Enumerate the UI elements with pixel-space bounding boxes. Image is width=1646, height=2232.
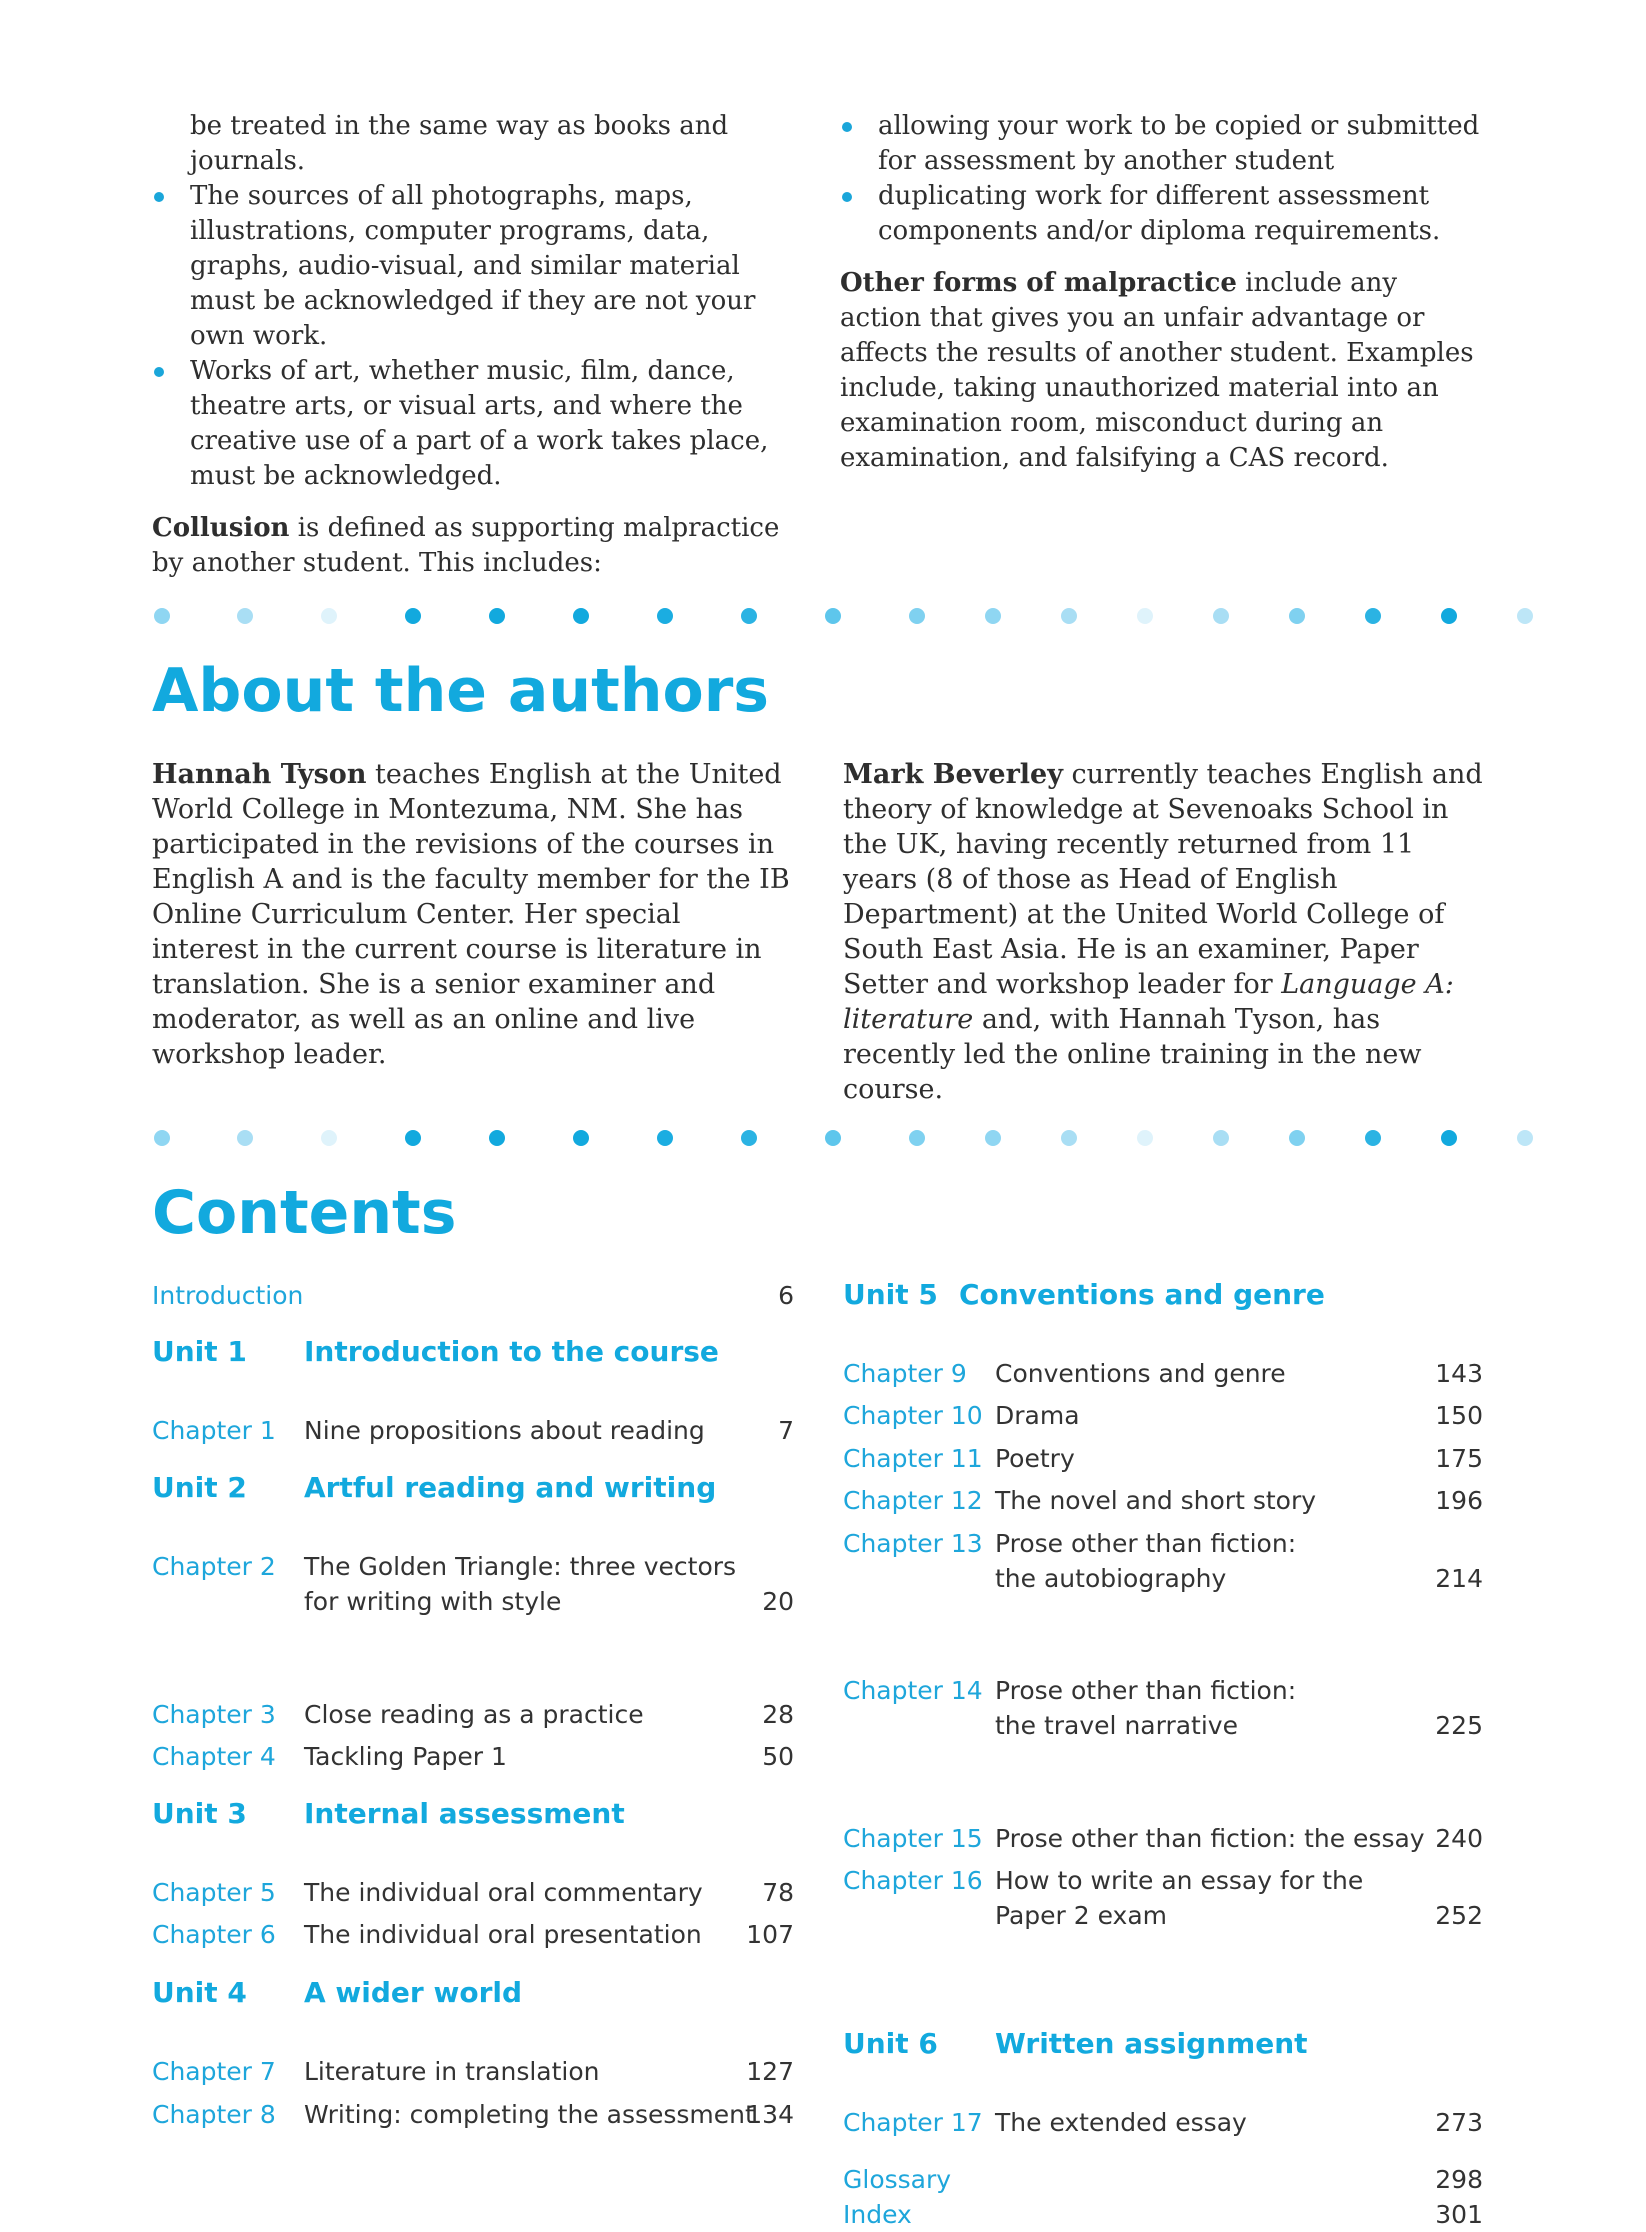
toc-page-number: 252 xyxy=(1435,1901,1483,1930)
collusion-text: is defined as supporting malpractice by another student. This includes: xyxy=(152,513,780,578)
bullet-item: duplicating work for different assessment components and/or diploma requirements. xyxy=(840,179,1485,249)
bullet-item: allowing your work to be copied or submitted for assessment by another student xyxy=(840,109,1485,179)
toc-unit-5[interactable] xyxy=(843,1277,1483,1313)
unit-label: Unit 4 xyxy=(152,1976,247,2009)
toc-unit-4[interactable] xyxy=(152,1975,794,2011)
chapter-title: Drama xyxy=(995,1401,1080,1430)
chapter-title: Poetry xyxy=(995,1444,1075,1473)
chapter-label: Chapter 5 xyxy=(152,1878,276,1907)
author-name: Hannah Tyson xyxy=(152,759,367,790)
divider-dot xyxy=(825,1130,841,1146)
unit-label: Unit 3 xyxy=(152,1797,247,1830)
unit-label: Unit 5 xyxy=(843,1278,938,1311)
other-malpractice-text: include any action that gives you an unfair advantage or affects the results of another student. Examples include, taking unauthorized material into an examination room, misconduct during an examination, and falsifying a CAS record. xyxy=(840,268,1474,473)
contents-left-column xyxy=(152,0,794,2129)
toc-chapter-14[interactable] xyxy=(843,1674,1483,1744)
unit-title: A wider world xyxy=(304,1976,523,2009)
toc-page-number: 6 xyxy=(778,1281,794,1310)
chapter-label: Chapter 15 xyxy=(843,1824,983,1853)
chapter-label: Chapter 12 xyxy=(843,1486,983,1515)
chapter-title: Literature in translation xyxy=(304,2057,600,2086)
unit-label: Unit 1 xyxy=(152,1335,247,1368)
toc-page-number: 175 xyxy=(1435,1444,1483,1473)
toc-unit-1[interactable] xyxy=(152,1334,794,1370)
chapter-label: Chapter 8 xyxy=(152,2100,276,2129)
chapter-title-line1: The Golden Triangle: three vectors xyxy=(304,1552,737,1581)
chapter-title: The individual oral commentary xyxy=(304,1878,703,1907)
chapter-label: Chapter 2 xyxy=(152,1552,276,1581)
author-bio: teaches English at the United World College in Montezuma, NM. She has participated in the revisions of the courses in English A and is the faculty member for the IB Online Curriculum Center. Her special interest in the current course is literature in translation. She is a senior examiner and moderator, as well as an online and live workshop leader. xyxy=(152,759,790,1070)
chapter-label: Chapter 11 xyxy=(843,1444,983,1473)
toc-unit-2[interactable] xyxy=(152,1470,794,1506)
unit-title: Introduction to the course xyxy=(304,1335,719,1368)
toc-label: Glossary xyxy=(843,2165,952,2194)
bullet-continuation: be treated in the same way as books and journals. xyxy=(190,111,729,176)
chapter-label: Chapter 9 xyxy=(843,1359,967,1388)
chapter-title-line1: How to write an essay for the xyxy=(995,1866,1364,1895)
toc-page-number: 78 xyxy=(762,1878,794,1907)
author-bio: currently teaches English and theory of knowledge at Sevenoaks School in the UK, having recently returned from 11 years (8 of those as Head of English Department) at the United World College of South East Asia. He is an examiner, Paper Setter and workshop leader for xyxy=(843,759,1483,1000)
toc-page-number: 240 xyxy=(1435,1824,1483,1853)
toc-chapter-16[interactable] xyxy=(843,1864,1483,1934)
unit-title: Internal assessment xyxy=(304,1797,625,1830)
toc-unit-6[interactable] xyxy=(843,2026,1483,2062)
chapter-label: Chapter 4 xyxy=(152,1742,276,1771)
chapter-title: Writing: completing the assessment xyxy=(304,2100,755,2129)
toc-page-number: 143 xyxy=(1435,1359,1483,1388)
collusion-term: Collusion xyxy=(152,513,290,543)
course-title: Language A: literature xyxy=(843,969,1454,1035)
toc-page-number: 150 xyxy=(1435,1401,1483,1430)
other-malpractice-term: Other forms of malpractice xyxy=(840,268,1237,298)
toc-page-number: 50 xyxy=(762,1742,794,1771)
toc-page-number: 273 xyxy=(1435,2108,1483,2137)
unit-title: Written assignment xyxy=(995,2027,1308,2060)
unit-title: Conventions and genre xyxy=(959,1278,1325,1311)
chapter-title: Nine propositions about reading xyxy=(304,1416,705,1445)
chapter-title-line1: Prose other than fiction: xyxy=(995,1676,1297,1705)
contents-right-column xyxy=(843,0,1483,2229)
toc-page-number: 7 xyxy=(778,1416,794,1445)
toc-label: Introduction xyxy=(152,1281,304,1310)
chapter-label: Chapter 17 xyxy=(843,2108,983,2137)
divider-dot xyxy=(1517,1130,1533,1146)
bullet-item: Works of art, whether music, film, dance, theatre arts, or visual arts, and where the creative use of a part of a work takes place, must be acknowledged. xyxy=(152,354,792,494)
chapter-title: Close reading as a practice xyxy=(304,1700,644,1729)
chapter-title-line2: the autobiography xyxy=(995,1564,1227,1593)
chapter-title: Prose other than fiction: the essay xyxy=(995,1824,1425,1853)
toc-page-number: 225 xyxy=(1435,1711,1483,1740)
toc-page-number: 127 xyxy=(746,2057,794,2086)
chapter-label: Chapter 13 xyxy=(843,1529,983,1558)
toc-page-number: 196 xyxy=(1435,1486,1483,1515)
chapter-title-line1: Prose other than fiction: xyxy=(995,1529,1297,1558)
toc-unit-3[interactable] xyxy=(152,1796,794,1832)
divider-dot xyxy=(1517,608,1533,624)
about-heading: About the authors xyxy=(152,656,769,726)
toc-page-number: 301 xyxy=(1435,2200,1483,2229)
author-name: Mark Beverley xyxy=(843,759,1063,790)
toc-chapter-13[interactable] xyxy=(843,1527,1483,1597)
chapter-label: Chapter 16 xyxy=(843,1866,983,1895)
chapter-title: Conventions and genre xyxy=(995,1359,1286,1388)
bullet-item: The sources of all photographs, maps, illustrations, computer programs, data, graphs, audio-visual, and similar material must be acknowledged if they are not your own work. xyxy=(152,179,792,354)
toc-page-number: 134 xyxy=(746,2100,794,2129)
toc-page-number: 107 xyxy=(746,1920,794,1949)
chapter-title-line2: the travel narrative xyxy=(995,1711,1238,1740)
chapter-label: Chapter 1 xyxy=(152,1416,276,1445)
chapter-label: Chapter 14 xyxy=(843,1676,983,1705)
chapter-label: Chapter 6 xyxy=(152,1920,276,1949)
unit-label: Unit 2 xyxy=(152,1471,247,1504)
chapter-title: The novel and short story xyxy=(995,1486,1317,1515)
unit-title: Artful reading and writing xyxy=(304,1471,717,1504)
toc-label: Index xyxy=(843,2200,912,2229)
chapter-title: Tackling Paper 1 xyxy=(304,1742,507,1771)
toc-page-number: 28 xyxy=(762,1700,794,1729)
toc-page-number: 20 xyxy=(762,1587,794,1616)
chapter-label: Chapter 7 xyxy=(152,2057,276,2086)
chapter-label: Chapter 3 xyxy=(152,1700,276,1729)
toc-page-number: 214 xyxy=(1435,1564,1483,1593)
chapter-title: The extended essay xyxy=(995,2108,1247,2137)
contents-heading: Contents xyxy=(152,1178,457,1248)
divider-dot xyxy=(825,608,841,624)
toc-chapter-2[interactable] xyxy=(152,1550,794,1620)
toc-page-number: 298 xyxy=(1435,2165,1483,2194)
chapter-title-line2: for writing with style xyxy=(304,1587,562,1616)
chapter-title-line2: Paper 2 exam xyxy=(995,1901,1168,1930)
chapter-label: Chapter 10 xyxy=(843,1401,983,1430)
unit-label: Unit 6 xyxy=(843,2027,938,2060)
chapter-title: The individual oral presentation xyxy=(304,1920,702,1949)
author-bio-cont: and, with Hannah Tyson, has recently led the online training in the new course. xyxy=(843,1004,1422,1105)
